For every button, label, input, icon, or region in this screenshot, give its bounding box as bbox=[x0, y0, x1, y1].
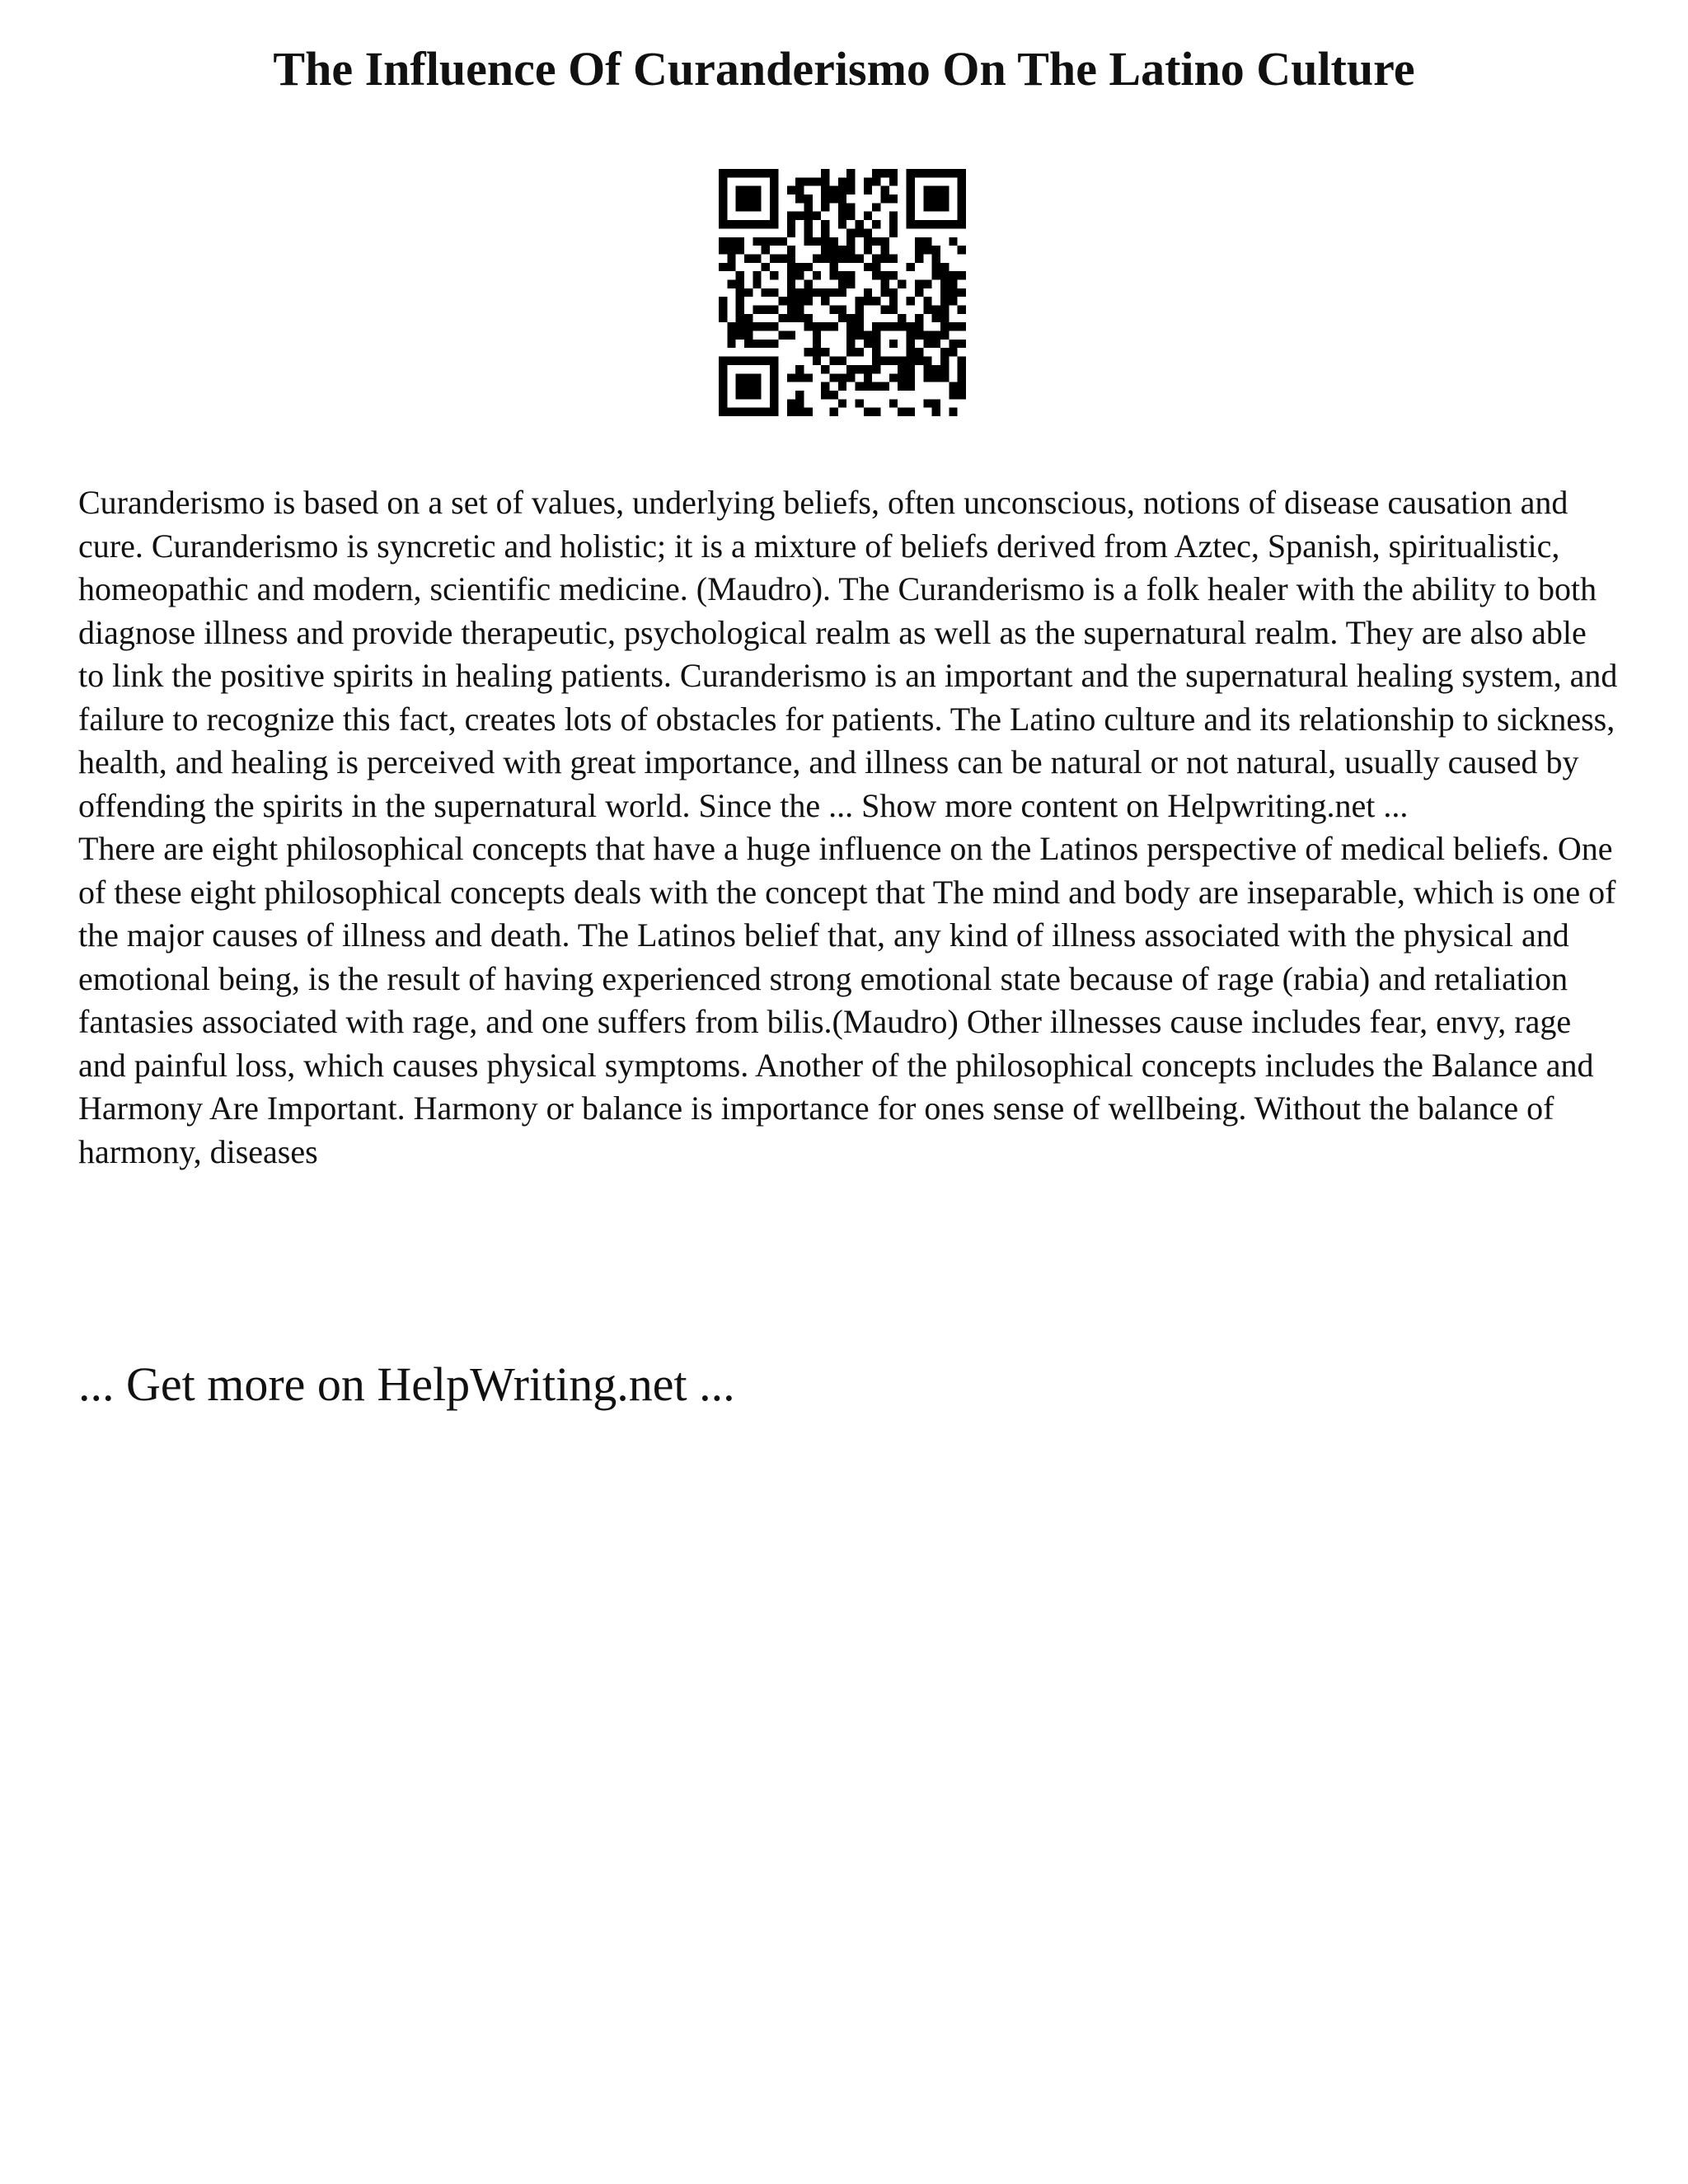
get-more-link[interactable]: ... Get more on HelpWriting.net ... bbox=[78, 1357, 735, 1411]
qr-code-icon[interactable] bbox=[719, 169, 966, 416]
article-body bbox=[78, 481, 1620, 1174]
paragraph-1: Curanderismo is based on a set of values, underlying beliefs, often unconscious, notions of disease causation and cure. Curanderismo is syncretic and holistic; it is a mixture of beliefs derived from Aztec, Spanish, spiritualistic, homeopathic and modern, scientific medicine. (Maudro). The Curanderismo is a folk healer with the ability to both diagnose illness and provide therapeutic, psychological realm as well as the supernatural realm. They are also able to link the positive spirits in healing patients. Curanderismo is an important and the supernatural healing system, and failure to recognize this fact, creates lots of obstacles for patients. The Latino culture and its relationship to sickness, health, and healing is perceived with great importance, and illness can be natural or not natural, usually caused by offending the spirits in the supernatural world. Since the ... Show more content on Helpwriting.net ... bbox=[78, 484, 1618, 824]
paragraph-2: There are eight philosophical concepts that have a huge influence on the Latinos perspective of medical beliefs. One of these eight philosophical concepts deals with the concept that The mind and body are inseparable, which is one of the major causes of illness and death. The Latinos belief that, any kind of illness associated with the physical and emotional being, is the result of having experienced strong emotional state because of rage (rabia) and retaliation fantasies associated with rage, and one suffers from bilis.(Maudro) Other illnesses cause includes fear, envy, rage and painful loss, which causes physical symptoms. Another of the philosophical concepts includes the Balance and Harmony Are Important. Harmony or balance is importance for ones sense of wellbeing. Without the balance of harmony, diseases bbox=[78, 830, 1616, 1170]
page-title: The Influence Of Curanderismo On The Latino Culture bbox=[273, 42, 1415, 96]
qr-code-graphic bbox=[719, 169, 966, 416]
